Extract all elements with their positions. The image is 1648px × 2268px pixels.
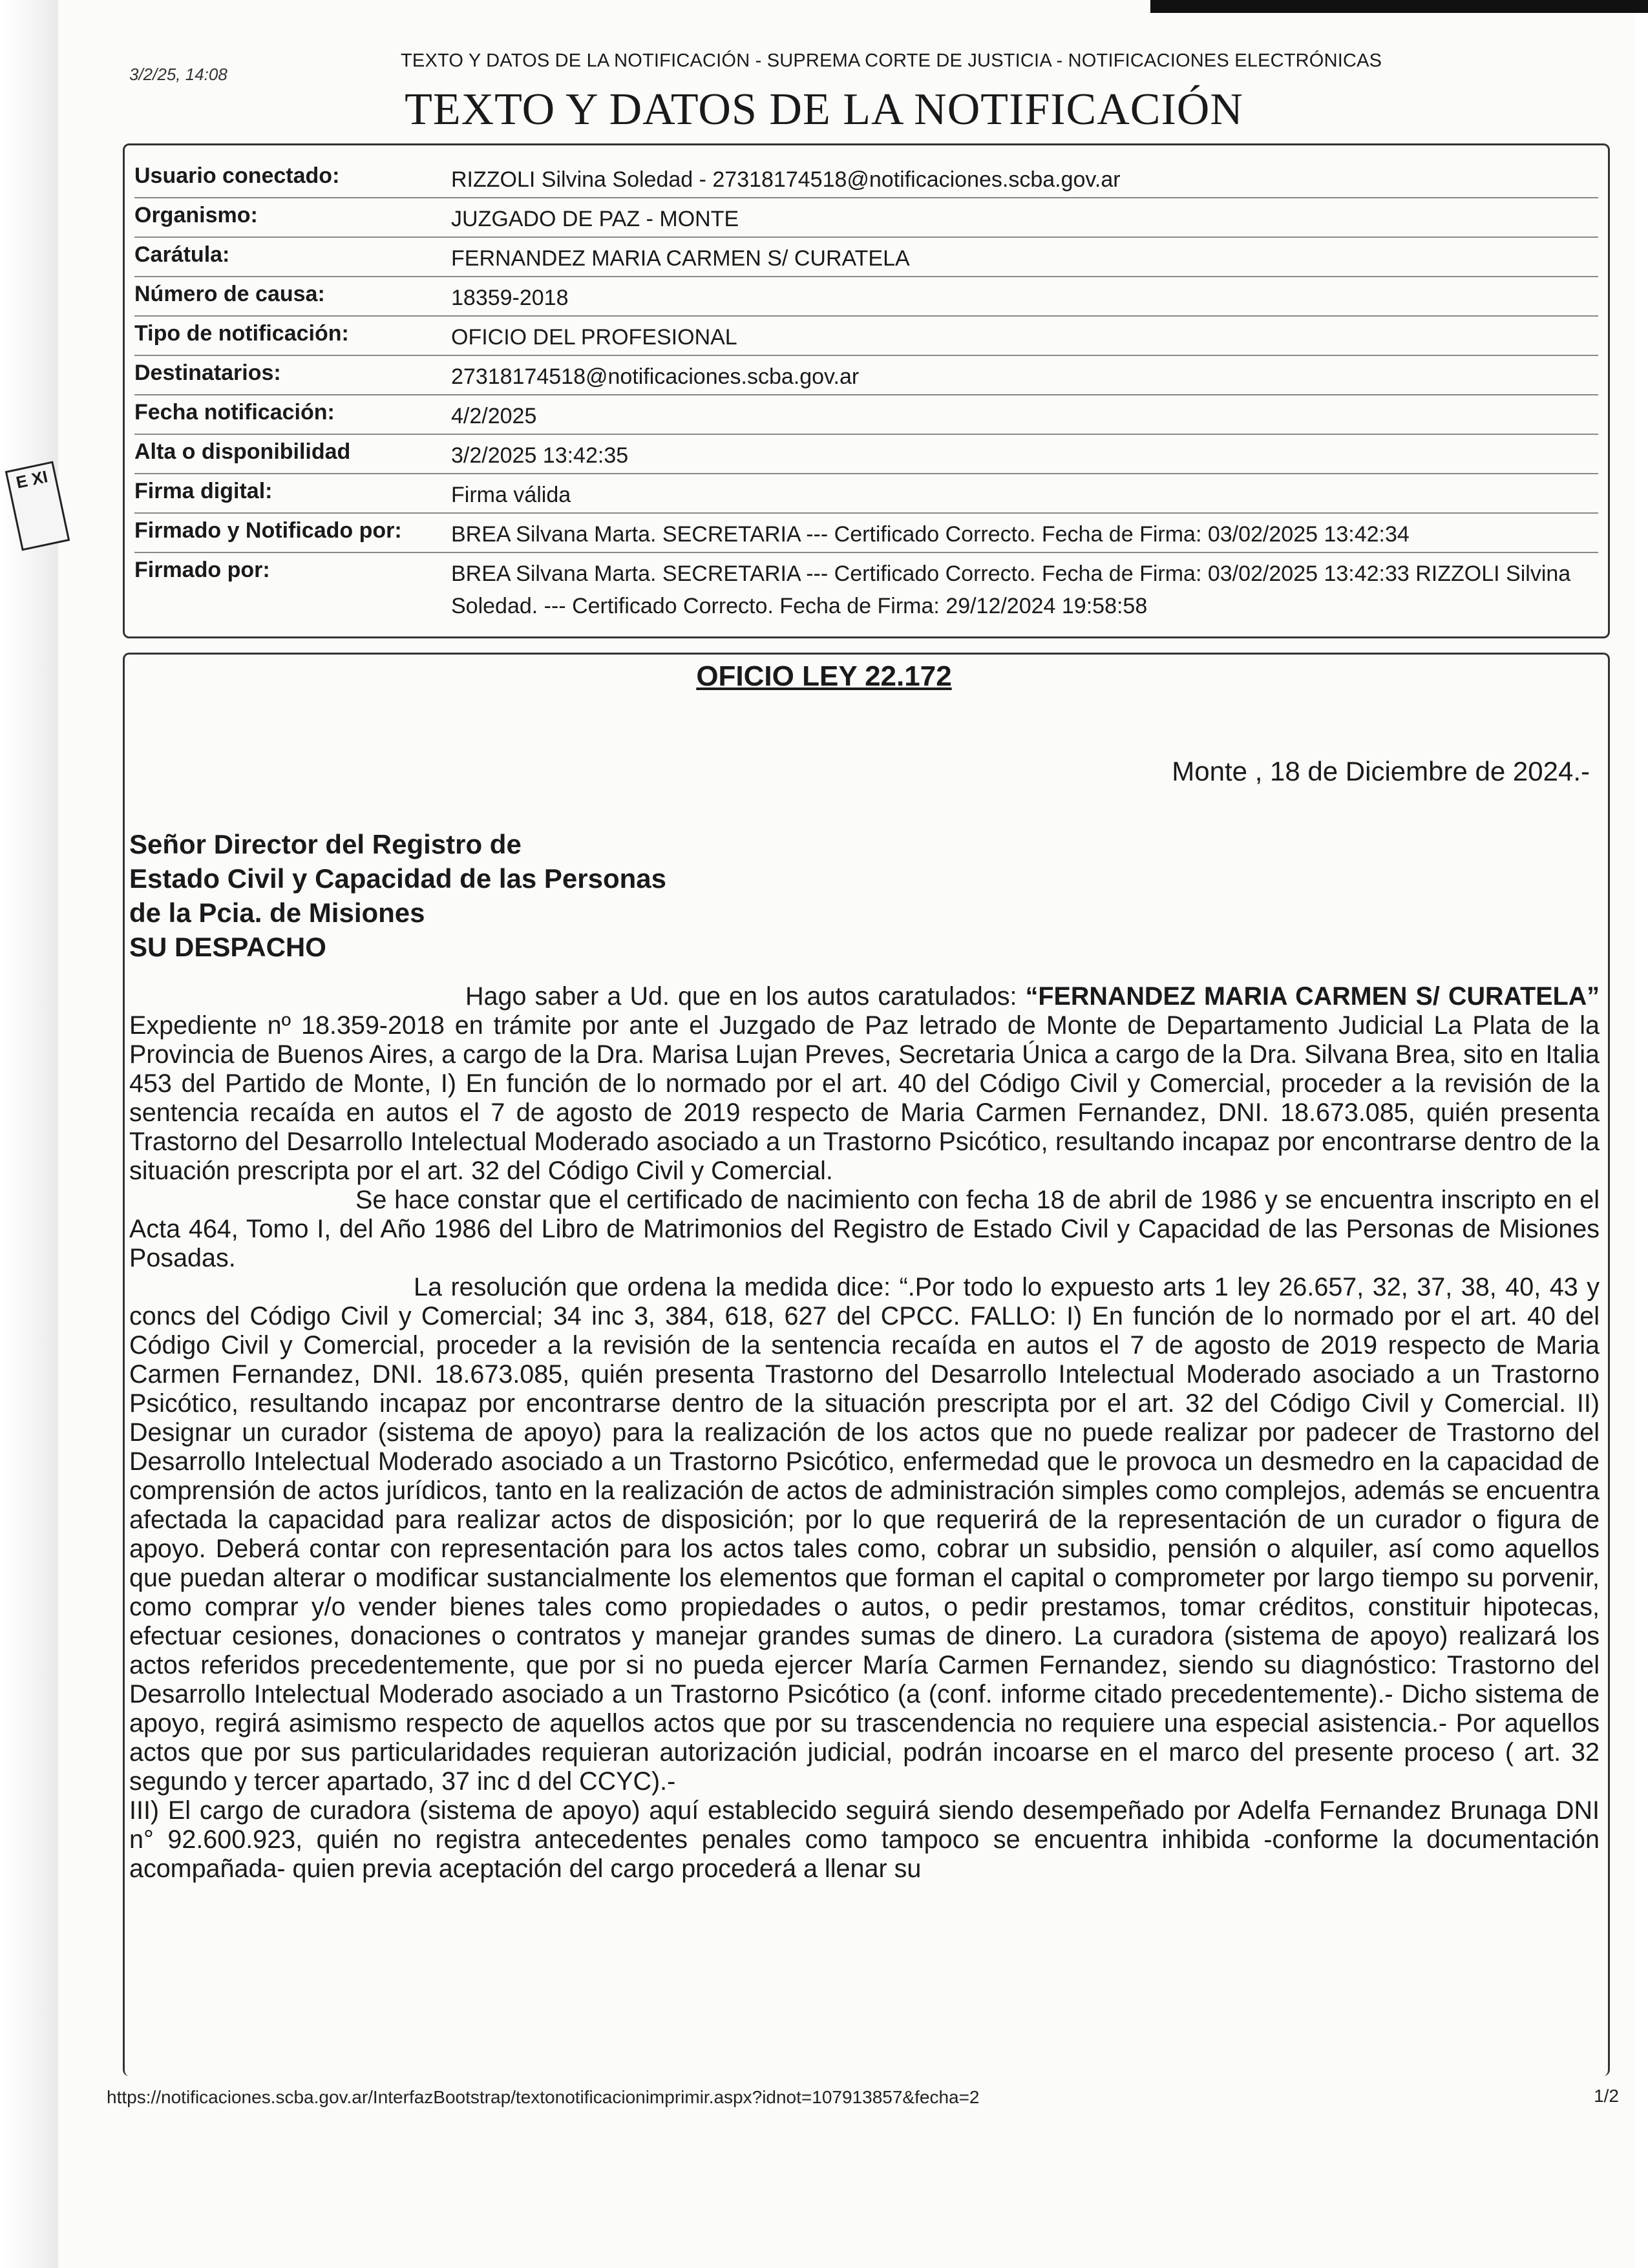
info-label: Firmado por:: [134, 558, 270, 582]
addressee-line: de la Pcia. de Misiones: [129, 898, 425, 928]
info-value: BREA Silvana Marta. SECRETARIA --- Certificado Correcto. Fecha de Firma: 03/02/2025 13:42:34: [451, 522, 1410, 547]
info-label: Usuario conectado:: [134, 163, 340, 188]
notification-info-table: [123, 143, 1610, 638]
info-row-tipo: [134, 316, 1598, 356]
info-row-numero-causa: [134, 277, 1598, 317]
place-date: Monte , 18 de Diciembre de 2024.-: [1172, 756, 1590, 786]
addressee-line: SU DESPACHO: [129, 932, 326, 962]
info-value: 27318174518@notificaciones.scba.gov.ar: [451, 364, 860, 389]
paper-stamp: E XI: [5, 461, 70, 551]
info-label: Número de causa:: [134, 282, 325, 306]
info-value: 3/2/2025 13:42:35: [451, 443, 629, 468]
info-value: 18359-2018: [451, 286, 569, 310]
oficio-body: [129, 982, 1600, 1884]
info-row-firmado-notificado: [134, 513, 1598, 553]
info-label: Destinatarios:: [134, 361, 281, 385]
info-row-alta: [134, 434, 1598, 474]
info-label: Firmado y Notificado por:: [134, 518, 402, 543]
info-label: Organismo:: [134, 203, 258, 227]
addressee-block: [129, 827, 666, 964]
info-row-firma-digital: [134, 474, 1598, 514]
info-row-caratula: [134, 237, 1598, 277]
page-number: 1/2: [1594, 2086, 1619, 2106]
info-label: Firma digital:: [134, 479, 273, 503]
info-row-fecha: [134, 395, 1598, 435]
info-value: JUZGADO DE PAZ - MONTE: [451, 207, 739, 231]
info-label: Tipo de notificación:: [134, 321, 349, 346]
info-label: Alta o disponibilidad: [134, 439, 351, 464]
info-value: Firma válida: [451, 483, 571, 507]
info-row-organismo: [134, 198, 1598, 238]
browser-title: TEXTO Y DATOS DE LA NOTIFICACIÓN - SUPREMA CORTE DE JUSTICIA - NOTIFICACIONES ELECTRÓNICAS: [401, 50, 1382, 71]
info-value: FERNANDEZ MARIA CARMEN S/ CURATELA: [451, 246, 910, 271]
footer-url: https://notificaciones.scba.gov.ar/InterfazBootstrap/textonotificacionimprimir.aspx?idnot=107913857&fecha=2: [107, 2087, 980, 2107]
info-value: OFICIO DEL PROFESIONAL: [451, 325, 737, 350]
info-value: BREA Silvana Marta. SECRETARIA --- Certificado Correcto. Fecha de Firma: 03/02/2025 13:42:33 RIZZOLI Silvina Soledad. --- Certificado Correcto. Fecha de Firma: 29/12/2024 19:58:58: [451, 562, 1571, 618]
paragraph-lead: Hago saber a Ud. que en los autos caratulados:: [465, 982, 1026, 1011]
info-value: 4/2/2025: [451, 404, 537, 428]
paragraph-text: Expediente nº 18.359-2018 en trámite por ante el Juzgado de Paz letrado de Monte de Departamento Judicial La Plata de la Provincia de Buenos Aires, a cargo de la Dra. Marisa Lujan Preves, Secretaria Única a cargo de la Dra. Silvana Brea, sito en Italia 453 del Partido de Monte, I) En función de lo normado por el art. 40 del Código Civil y Comercial, proceder a la revisión de la sentencia recaída en autos el 7 de agosto de 2019 respecto de Maria Carmen Fernandez, DNI. 18.673.085, quién presenta Trastorno del Desarrollo Intelectual Moderado asociado a un Trastorno Psicótico, resultando incapaz por encontrarse dentro de la situación prescripta por el art. 32 del Código Civil y Comercial.: [129, 1011, 1600, 1185]
addressee-line: Estado Civil y Capacidad de las Personas: [129, 863, 666, 894]
body-paragraph-1: [129, 982, 1600, 1186]
body-paragraph-4: III) El cargo de curadora (sistema de apoyo) aquí establecido seguirá siendo desempeñado por Adelfa Fernandez Brunaga DNI n° 92.600.923, quién no registra antecedentes penales como tampoco se encuentra inhibida -conforme la documentación acompañada- quien previa aceptación del cargo procederá a llenar su: [129, 1796, 1600, 1883]
oficio-title: OFICIO LEY 22.172: [696, 660, 952, 692]
info-row-destinatarios: [134, 355, 1598, 395]
print-timestamp: 3/2/25, 14:08: [129, 65, 227, 84]
info-row-usuario: [134, 158, 1598, 198]
addressee-line: Señor Director del Registro de: [129, 829, 522, 859]
info-value: RIZZOLI Silvina Soledad - 27318174518@notificaciones.scba.gov.ar: [451, 167, 1121, 192]
body-paragraph-2: Se hace constar que el certificado de nacimiento con fecha 18 de abril de 1986 y se encuentra inscripto en el Acta 464, Tomo I, del Año 1986 del Libro de Matrimonios del Registro de Estado Civil y Capacidad de las Personas de Misiones Posadas.: [129, 1186, 1600, 1272]
page-title: TEXTO Y DATOS DE LA NOTIFICACIÓN: [405, 85, 1243, 134]
case-title: “FERNANDEZ MARIA CARMEN S/ CURATELA”: [1025, 982, 1600, 1011]
body-paragraph-3: La resolución que ordena la medida dice: “.Por todo lo expuesto arts 1 ley 26.657, 32, 37, 38, 40, 43 y concs del Código Civil y Comercial; 34 inc 3, 384, 618, 627 del CPCC. FALLO: I) En función de lo normado por el art. 40 del Código Civil y Comercial, proceder a la revisión de la sentencia recaída en autos el 7 de agosto de 2019 respecto de Maria Carmen Fernandez, DNI. 18.673.085, quién presenta Trastorno del Desarrollo Intelectual Moderado asociado a un Trastorno Psicótico, resultando incapaz por encontrarse dentro de la situación prescripta por el art. 32 del Código Civil y Comercial. II) Designar un curador (sistema de apoyo) para la realización de los actos que no puede realizar por padecer de Trastorno del Desarrollo Intelectual Moderado asociado a un Trastorno Psicótico, enfermedad que le provoca un desmedro en la capacidad de comprensión de actos jurídicos, tanto en la realización de actos de administración simples como complejos, además se encuentra afectada la capacidad para realizar actos de disposición; por lo que requerirá de la representación de un curador o figura de apoyo. Deberá contar con representación para los actos tales como, cobrar un subsidio, pensión o alquiler, así como aquellos que puedan alterar o modificar sustancialmente los elementos que forman el capital o comprometer por largo tiempo su porvenir, como comprar y/o vender bienes tales como propiedades o autos, o pedir prestamos, tomar créditos, constituir hipotecas, efectuar cesiones, donaciones o contratos y manejar grandes sumas de dinero. La curadora (sistema de apoyo) realizará los actos referidos precedentemente, que por si no pueda ejercer María Carmen Fernandez, siendo su diagnóstico: Trastorno del Desarrollo Intelectual Moderado asociado a un Trastorno Psicótico (a (conf. informe citado precedentemente).- Dicho sistema de apoyo, regirá asimismo respecto de aquellos actos que por su trascendencia no requiere una especial asistencia.- Por aquellos actos que por sus particularidades requieran autorización judicial, podrán incoarse en el marco del presente proceso ( art. 32 segundo y tercer apartado, 37 inc d del CCYC).-: [129, 1273, 1600, 1796]
info-label: Carátula:: [134, 242, 230, 267]
scan-artifact: [1150, 0, 1648, 13]
scan-edge: [0, 0, 58, 2268]
info-label: Fecha notificación:: [134, 400, 335, 425]
info-row-firmado-por: [134, 552, 1598, 627]
